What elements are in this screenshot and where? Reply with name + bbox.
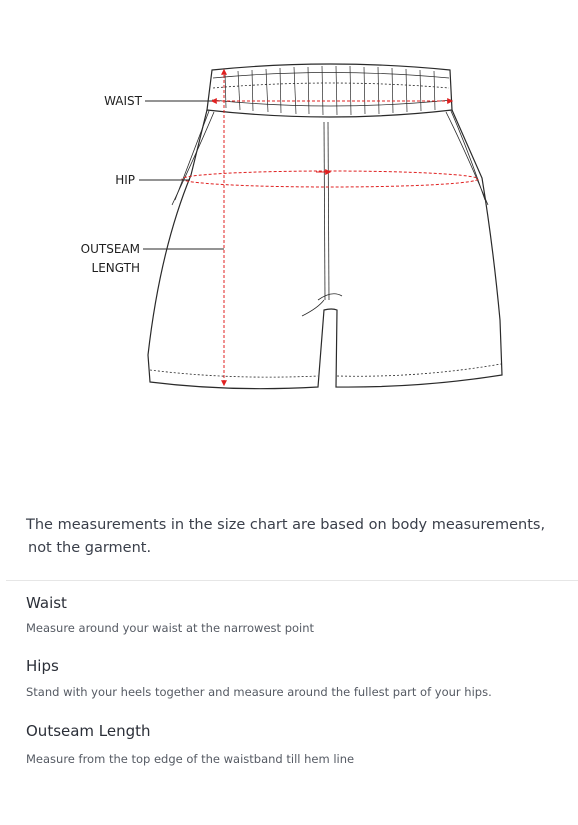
- note-line-2: not the garment.: [28, 540, 152, 556]
- note-line-1: The measurements in the size chart are based on body measurements,: [26, 517, 546, 533]
- outseam-label-line1: OUTSEAM: [80, 242, 140, 256]
- section-divider: [6, 580, 578, 581]
- outseam-title: Outseam Length: [26, 722, 151, 740]
- outseam-description: Measure from the top edge of the waistband till hem line: [26, 752, 355, 766]
- shorts-outline: [148, 64, 502, 389]
- hip-label: HIP: [115, 173, 135, 187]
- waist-label: WAIST: [104, 94, 142, 108]
- outseam-label-line2: LENGTH: [91, 261, 140, 275]
- waist-title: Waist: [26, 594, 67, 612]
- hips-description: Stand with your heels together and measure around the fullest part of your hips.: [26, 685, 492, 699]
- waist-description: Measure around your waist at the narrowest point: [26, 621, 315, 635]
- hips-title: Hips: [26, 657, 59, 675]
- measurement-note: [26, 514, 566, 560]
